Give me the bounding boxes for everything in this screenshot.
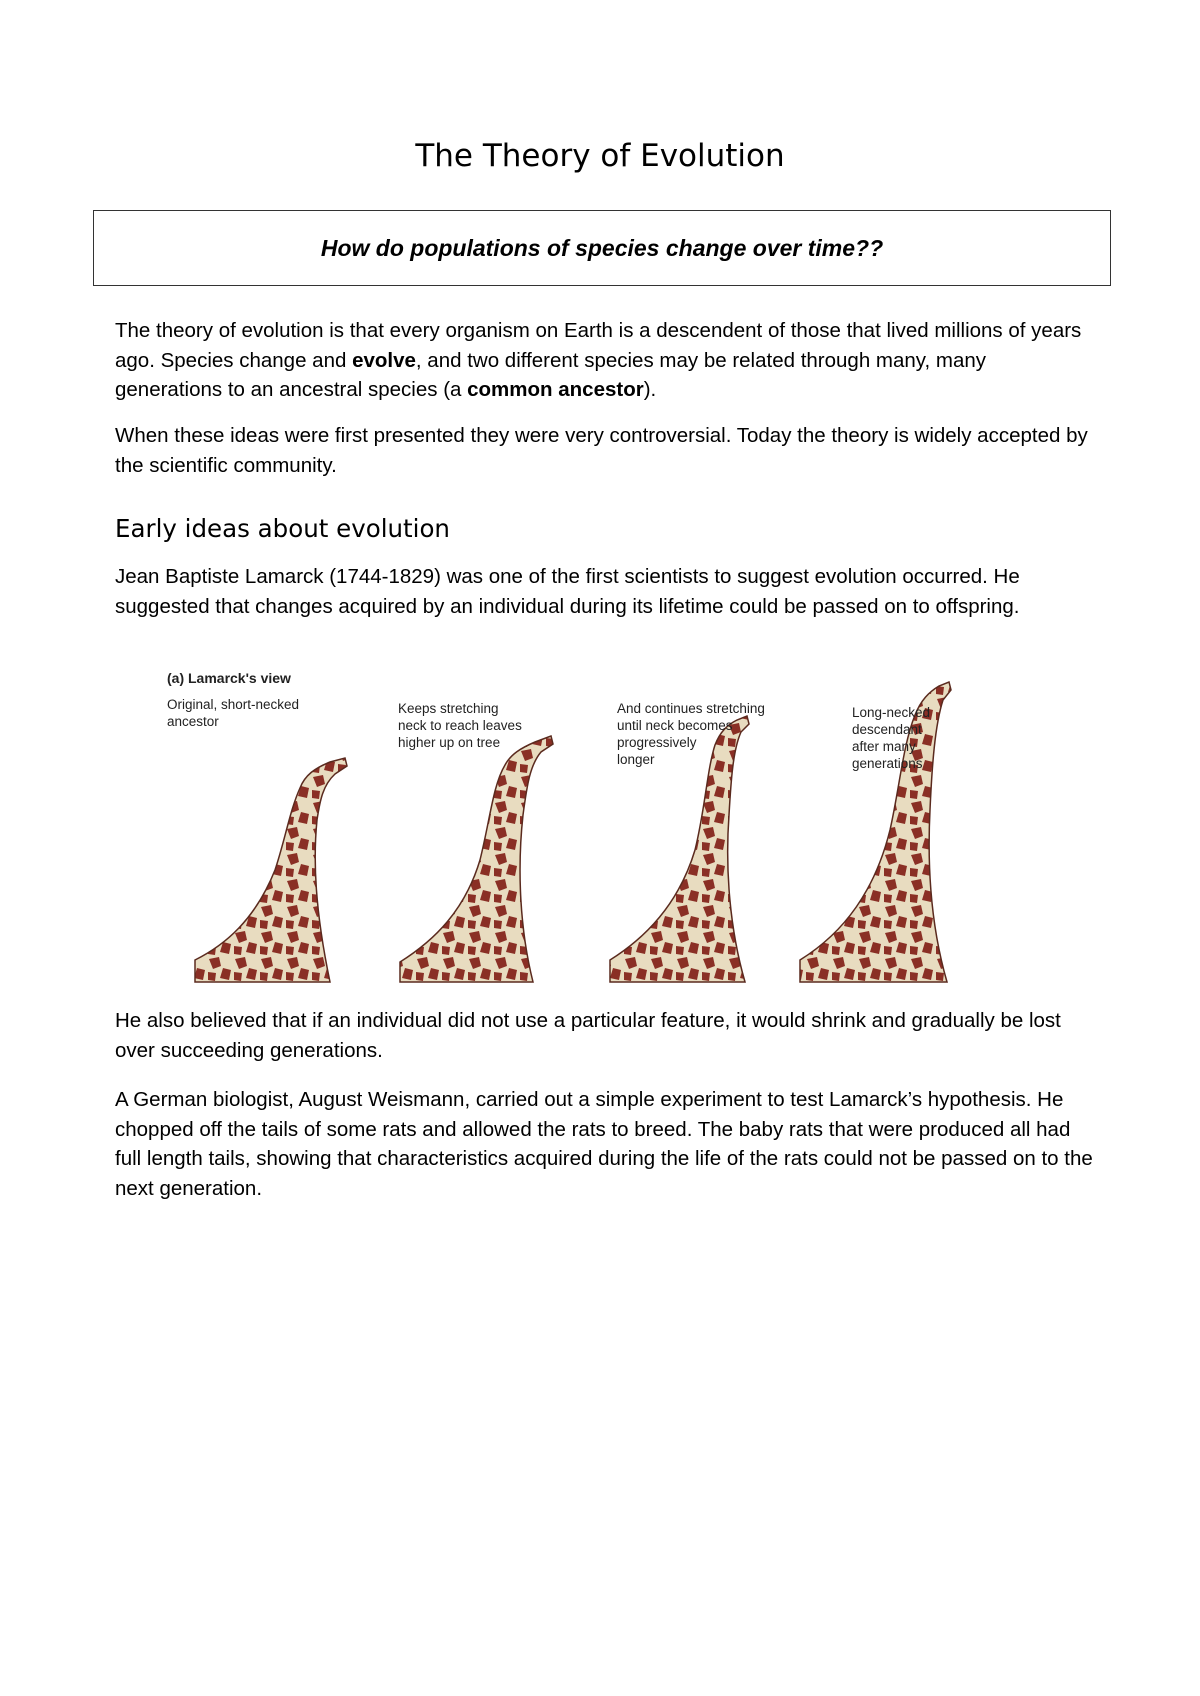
term-evolve: evolve — [352, 348, 416, 372]
intro-text-1: The theory of evolution is that every organism on Earth is a descendent of those that lived millions of years ago. Species change and — [115, 319, 1082, 372]
intro-paragraph-2: When these ideas were first presented they were very controversial. Today the theory is widely accepted by the scientific community. — [115, 424, 1088, 477]
lamarck-giraffe-figure — [155, 670, 1035, 990]
panel-label-4: Long-necked descendant after many generations — [852, 705, 931, 771]
panel-label-3: And continues stretching until neck becomes progressively longer — [617, 701, 765, 767]
key-question-box — [93, 210, 1111, 286]
panel-label-1: Original, short-necked ancestor — [167, 697, 300, 729]
disuse-paragraph: He also believed that if an individual did not use a particular feature, it would shrink and gradually be lost over succeeding generations. — [115, 1009, 1061, 1062]
section-heading: Early ideas about evolution — [115, 514, 450, 543]
weismann-paragraph: A German biologist, August Weismann, carried out a simple experiment to test Lamarck’s hypothesis. He chopped off the tails of some rats and allowed the rats to breed. The baby rats that were produced all had full length tails, showing that characteristics acquired during the life of the rats could not be passed on to the next generation. — [115, 1088, 1093, 1200]
intro-text-2: , and two different species may be related through many, many generations to an ancestral species (a — [115, 348, 987, 401]
intro-paragraph-1 — [115, 316, 1095, 405]
key-question: How do populations of species change over time?? — [320, 234, 884, 261]
giraffe-short-neck — [195, 758, 347, 982]
intro-text-3: ). — [643, 378, 657, 401]
giraffe-stretching — [400, 736, 553, 982]
page-title: The Theory of Evolution — [415, 138, 785, 174]
figure-caption: (a) Lamarck's view — [167, 670, 291, 686]
lamarck-paragraph: Jean Baptiste Lamarck (1744-1829) was one of the first scientists to suggest evolution occurred. He suggested that changes acquired by an individual during its lifetime could be passed on to offspring. — [115, 565, 1020, 618]
term-common-ancestor: common ancestor — [467, 378, 644, 401]
panel-label-2: Keeps stretching neck to reach leaves higher up on tree — [398, 701, 522, 750]
